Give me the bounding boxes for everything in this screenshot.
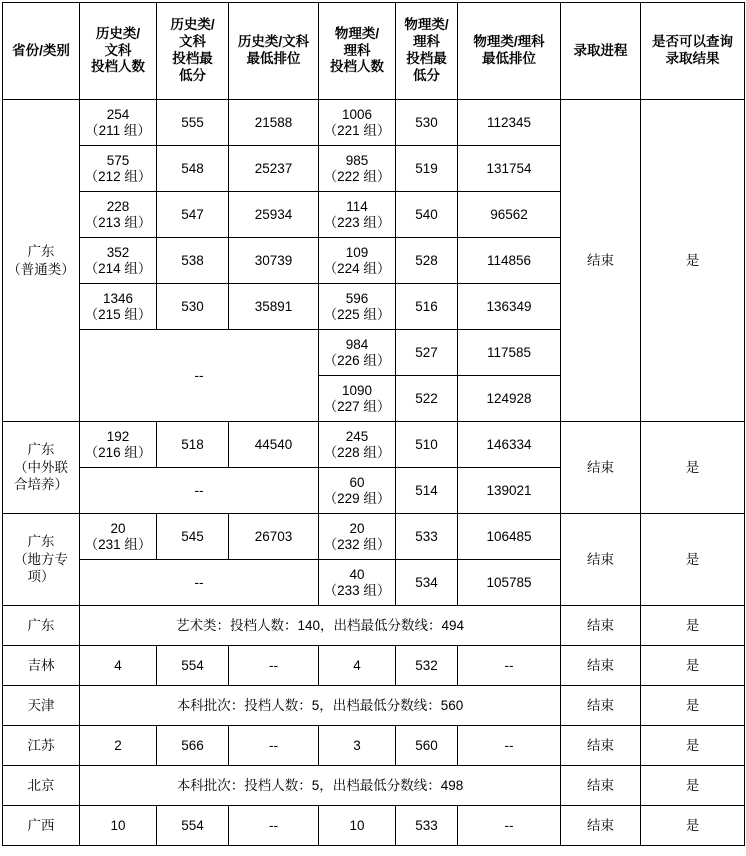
physics-rank-cell: 139021: [458, 468, 561, 514]
history-score-cell: 530: [157, 284, 229, 330]
physics-count-cell: 20 （232 组）: [319, 514, 396, 560]
history-count-cell: 20 （231 组）: [80, 514, 157, 560]
history-empty-cell: --: [80, 330, 319, 422]
physics-rank-cell: 117585: [458, 330, 561, 376]
table-row: [3, 514, 745, 560]
summary-note-cell: 本科批次：投档人数：5，出档最低分数线：560: [80, 686, 561, 726]
history-score-cell: 538: [157, 238, 229, 284]
physics-score-cell: 522: [396, 376, 458, 422]
table-row: [3, 806, 745, 846]
physics-score-cell: 514: [396, 468, 458, 514]
header-physics-count: 物理类/ 理科 投档人数: [319, 3, 396, 100]
header-province-category: 省份/类别: [3, 3, 80, 100]
admission-progress-cell: 结束: [561, 806, 641, 846]
province-cell: 广东 （中外联 合培养）: [3, 422, 80, 514]
physics-score-cell: 528: [396, 238, 458, 284]
physics-score-cell: 527: [396, 330, 458, 376]
table-row: [3, 606, 745, 646]
result-queryable-cell: 是: [641, 100, 745, 422]
physics-rank-cell: 96562: [458, 192, 561, 238]
history-rank-cell: --: [229, 806, 319, 846]
table-row: [3, 100, 745, 146]
physics-rank-cell: 146334: [458, 422, 561, 468]
admission-progress-cell: 结束: [561, 646, 641, 686]
history-count-cell: 2: [80, 726, 157, 766]
physics-rank-cell: --: [458, 646, 561, 686]
header-history-count: 历史类/ 文科 投档人数: [80, 3, 157, 100]
physics-count-cell: 1090 （227 组）: [319, 376, 396, 422]
history-rank-cell: 44540: [229, 422, 319, 468]
history-rank-cell: --: [229, 726, 319, 766]
physics-count-cell: 984 （226 组）: [319, 330, 396, 376]
table-row: [3, 686, 745, 726]
result-queryable-cell: 是: [641, 514, 745, 606]
physics-score-cell: 540: [396, 192, 458, 238]
history-score-cell: 547: [157, 192, 229, 238]
result-queryable-cell: 是: [641, 766, 745, 806]
history-score-cell: 554: [157, 646, 229, 686]
summary-note-cell: 本科批次：投档人数：5，出档最低分数线：498: [80, 766, 561, 806]
history-score-cell: 554: [157, 806, 229, 846]
history-rank-cell: 30739: [229, 238, 319, 284]
physics-score-cell: 533: [396, 806, 458, 846]
header-history-min-rank: 历史类/文科 最低排位: [229, 3, 319, 100]
history-count-cell: 575 （212 组）: [80, 146, 157, 192]
admission-progress-cell: 结束: [561, 726, 641, 766]
physics-count-cell: 985 （222 组）: [319, 146, 396, 192]
admission-progress-cell: 结束: [561, 100, 641, 422]
result-queryable-cell: 是: [641, 422, 745, 514]
history-count-cell: 1346 （215 组）: [80, 284, 157, 330]
history-rank-cell: 25237: [229, 146, 319, 192]
physics-score-cell: 533: [396, 514, 458, 560]
header-physics-min-rank: 物理类/理科 最低排位: [458, 3, 561, 100]
history-empty-cell: --: [80, 560, 319, 606]
physics-count-cell: 109 （224 组）: [319, 238, 396, 284]
history-rank-cell: --: [229, 646, 319, 686]
physics-score-cell: 519: [396, 146, 458, 192]
summary-note-cell: 艺术类：投档人数：140，出档最低分数线：494: [80, 606, 561, 646]
header-result-queryable: 是否可以查询 录取结果: [641, 3, 745, 100]
result-queryable-cell: 是: [641, 646, 745, 686]
physics-rank-cell: 112345: [458, 100, 561, 146]
history-count-cell: 192 （216 组）: [80, 422, 157, 468]
admission-progress-cell: 结束: [561, 514, 641, 606]
table-row: [3, 646, 745, 686]
history-count-cell: 10: [80, 806, 157, 846]
physics-count-cell: 596 （225 组）: [319, 284, 396, 330]
physics-rank-cell: 114856: [458, 238, 561, 284]
physics-rank-cell: 106485: [458, 514, 561, 560]
history-count-cell: 4: [80, 646, 157, 686]
physics-score-cell: 532: [396, 646, 458, 686]
province-cell: 广西: [3, 806, 80, 846]
history-score-cell: 545: [157, 514, 229, 560]
history-score-cell: 548: [157, 146, 229, 192]
physics-score-cell: 560: [396, 726, 458, 766]
physics-rank-cell: --: [458, 726, 561, 766]
physics-score-cell: 530: [396, 100, 458, 146]
history-rank-cell: 21588: [229, 100, 319, 146]
physics-count-cell: 3: [319, 726, 396, 766]
physics-count-cell: 114 （223 组）: [319, 192, 396, 238]
history-score-cell: 566: [157, 726, 229, 766]
physics-count-cell: 60 （229 组）: [319, 468, 396, 514]
admission-progress-cell: 结束: [561, 606, 641, 646]
province-cell: 吉林: [3, 646, 80, 686]
physics-rank-cell: --: [458, 806, 561, 846]
admission-progress-cell: 结束: [561, 686, 641, 726]
history-rank-cell: 25934: [229, 192, 319, 238]
physics-score-cell: 516: [396, 284, 458, 330]
result-queryable-cell: 是: [641, 686, 745, 726]
header-physics-min-score: 物理类/ 理科 投档最 低分: [396, 3, 458, 100]
history-score-cell: 518: [157, 422, 229, 468]
result-queryable-cell: 是: [641, 606, 745, 646]
physics-count-cell: 1006 （221 组）: [319, 100, 396, 146]
province-cell: 广东 （地方专 项）: [3, 514, 80, 606]
result-queryable-cell: 是: [641, 726, 745, 766]
physics-rank-cell: 131754: [458, 146, 561, 192]
physics-count-cell: 4: [319, 646, 396, 686]
header-history-min-score: 历史类/ 文科 投档最 低分: [157, 3, 229, 100]
province-cell: 北京: [3, 766, 80, 806]
province-cell: 天津: [3, 686, 80, 726]
physics-count-cell: 40 （233 组）: [319, 560, 396, 606]
physics-score-cell: 510: [396, 422, 458, 468]
physics-rank-cell: 136349: [458, 284, 561, 330]
province-cell: 广东: [3, 606, 80, 646]
table-row: [3, 422, 745, 468]
physics-rank-cell: 105785: [458, 560, 561, 606]
physics-count-cell: 245 （228 组）: [319, 422, 396, 468]
table-row: [3, 726, 745, 766]
history-rank-cell: 35891: [229, 284, 319, 330]
result-queryable-cell: 是: [641, 806, 745, 846]
header-admission-progress: 录取进程: [561, 3, 641, 100]
admission-progress-cell: 结束: [561, 422, 641, 514]
province-cell: 广东 （普通类）: [3, 100, 80, 422]
history-count-cell: 254 （211 组）: [80, 100, 157, 146]
admissions-results-table: [2, 2, 745, 846]
history-empty-cell: --: [80, 468, 319, 514]
physics-rank-cell: 124928: [458, 376, 561, 422]
history-score-cell: 555: [157, 100, 229, 146]
history-rank-cell: 26703: [229, 514, 319, 560]
admission-progress-cell: 结束: [561, 766, 641, 806]
table-row: [3, 766, 745, 806]
physics-count-cell: 10: [319, 806, 396, 846]
history-count-cell: 352 （214 组）: [80, 238, 157, 284]
history-count-cell: 228 （213 组）: [80, 192, 157, 238]
province-cell: 江苏: [3, 726, 80, 766]
physics-score-cell: 534: [396, 560, 458, 606]
table-header-row: [3, 3, 745, 100]
